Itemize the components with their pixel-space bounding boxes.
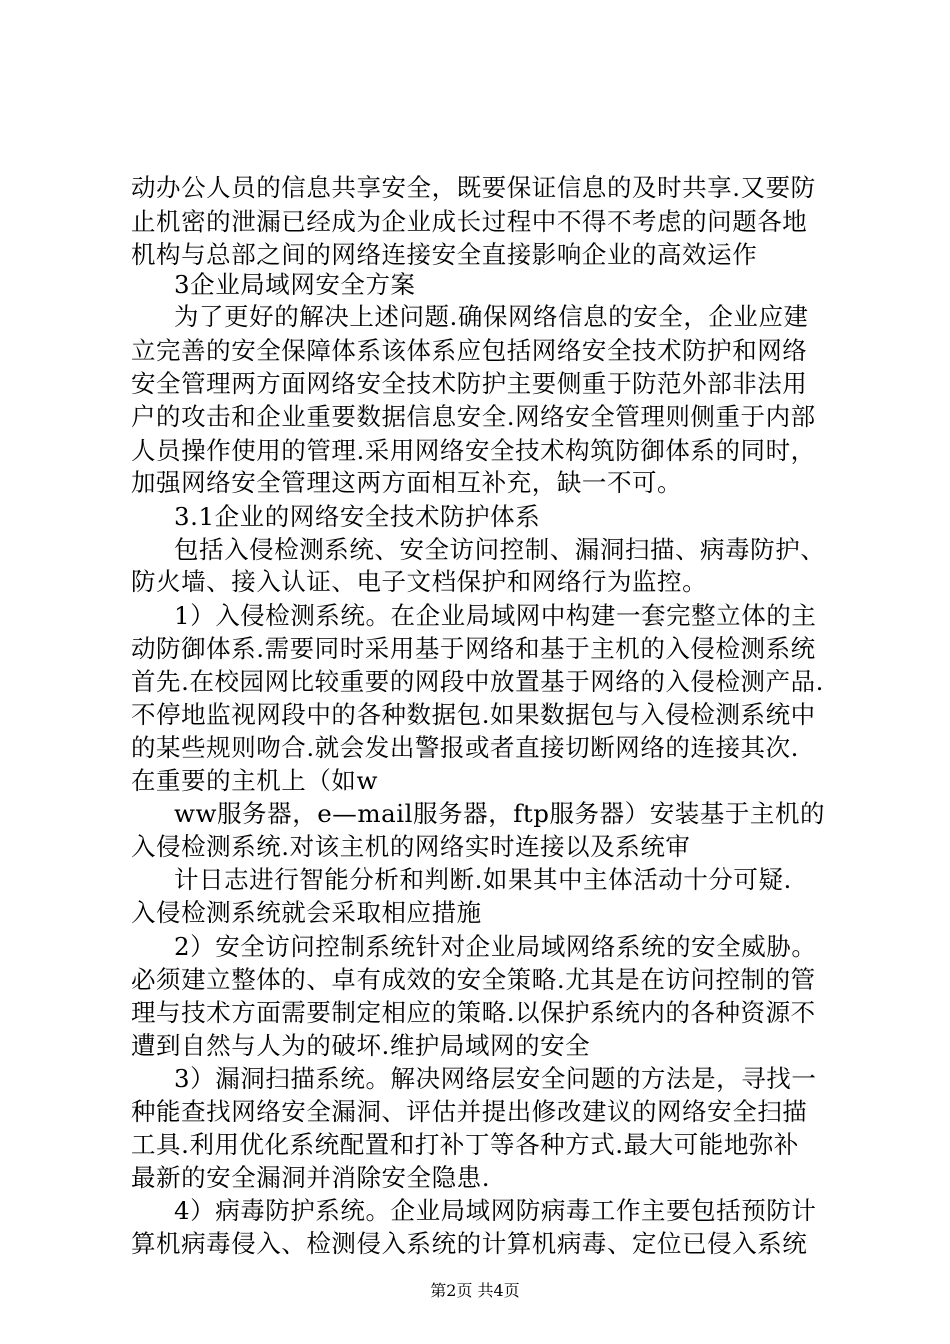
body-line: 动办公人员的信息共享安全，既要保证信息的及时共享.又要防 (131, 173, 816, 202)
page-footer: 第2页 共4页 (430, 1281, 520, 1300)
subsection-heading: 3.1企业的网络安全技术防护体系 (174, 502, 541, 531)
body-line: 不停地监视网段中的各种数据包.如果数据包与入侵检测系统中 (131, 700, 816, 729)
body-line: 包括入侵检测系统、安全访问控制、漏洞扫描、病毒防护、 (174, 535, 826, 564)
body-line: 种能查找网络安全漏洞、评估并提出修改建议的网络安全扫描 (131, 1097, 808, 1126)
body-line: 户的攻击和企业重要数据信息安全.网络安全管理则侧重于内部 (131, 402, 816, 431)
body-line: 遭到自然与人为的破坏.维护局域网的安全 (131, 1031, 591, 1060)
body-line: 3）漏洞扫描系统。解决网络层安全问题的方法是，寻找一 (174, 1064, 817, 1093)
body-line: ww服务器，e—mail服务器，ftp服务器）安装基于主机的 (174, 799, 826, 828)
body-line: 计日志进行智能分析和判断.如果其中主体活动十分可疑. (174, 865, 792, 894)
section-heading: 3企业局域网安全方案 (174, 270, 416, 299)
body-line: 算机病毒侵入、检测侵入系统的计算机病毒、定位已侵入系统 (131, 1229, 808, 1258)
body-line: 防火墙、接入认证、电子文档保护和网络行为监控。 (131, 567, 708, 596)
body-line: 2）安全访问控制系统针对企业局域网络系统的安全威胁。 (174, 932, 817, 961)
body-line: 在重要的主机上（如w (131, 766, 378, 795)
body-line: 理与技术方面需要制定相应的策略.以保护系统内的各种资源不 (131, 998, 816, 1027)
body-line: 工具.利用优化系统配置和打补丁等各种方式.最大可能地弥补 (131, 1130, 799, 1159)
body-line: 入侵检测系统.对该主机的网络实时连接以及系统审 (131, 832, 691, 861)
body-line: 为了更好的解决上述问题.确保网络信息的安全，企业应建 (174, 302, 809, 331)
body-line: 动防御体系.需要同时采用基于网络和基于主机的入侵检测系统 (131, 634, 816, 663)
body-line: 1）入侵检测系统。在企业局域网中构建一套完整立体的主 (174, 601, 817, 630)
body-line: 立完善的安全保障体系该体系应包括网络安全技术防护和网络 (131, 336, 808, 365)
body-line: 的某些规则吻合.就会发出警报或者直接切断网络的连接其次. (131, 733, 799, 762)
body-line: 最新的安全漏洞并消除安全隐患. (131, 1163, 491, 1192)
body-line: 首先.在校园网比较重要的网段中放置基于网络的入侵检测产品. (131, 667, 825, 696)
body-line: 人员操作使用的管理.采用网络安全技术构筑防御体系的同时， (131, 436, 816, 465)
body-line: 4）病毒防护系统。企业局域网防病毒工作主要包括预防计 (174, 1196, 817, 1225)
body-line: 机构与总部之间的网络连接安全直接影响企业的高效运作 (131, 240, 758, 269)
body-line: 必须建立整体的、卓有成效的安全策略.尤其是在访问控制的管 (131, 965, 816, 994)
body-line: 安全管理两方面网络安全技术防护主要侧重于防范外部非法用 (131, 369, 808, 398)
body-line: 入侵检测系统就会采取相应措施 (131, 898, 482, 927)
body-line: 止机密的泄漏已经成为企业成长过程中不得不考虑的问题各地 (131, 207, 808, 236)
body-line: 加强网络安全管理这两方面相互补充，缺一不可。 (131, 468, 683, 497)
